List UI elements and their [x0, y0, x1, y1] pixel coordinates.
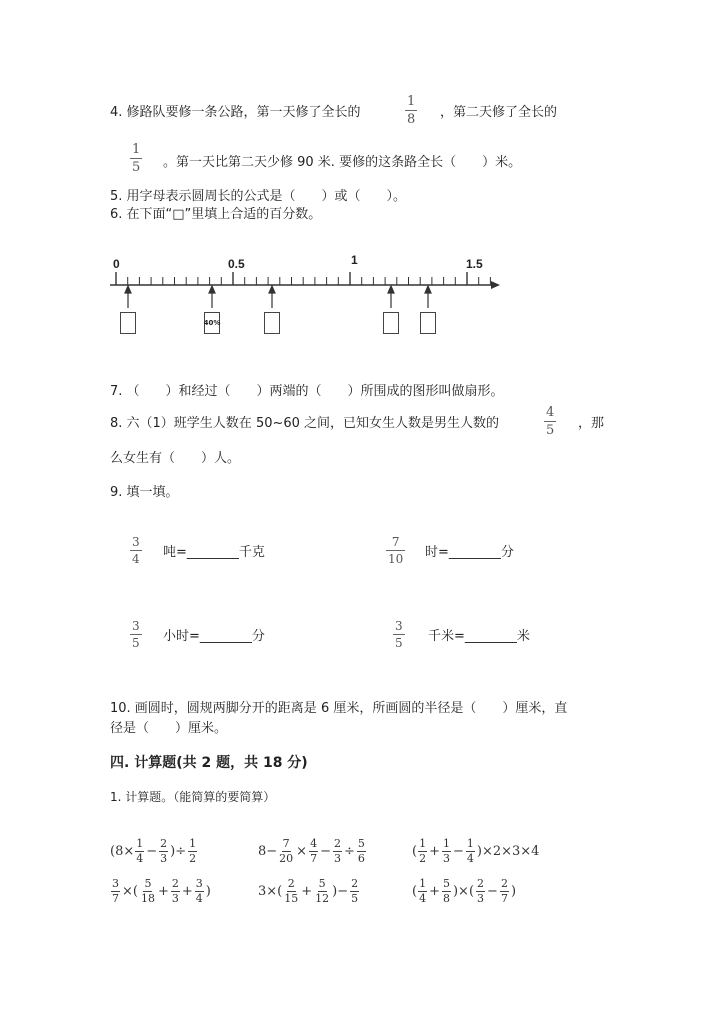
e5-f2-num: 5	[318, 877, 326, 890]
q9-item3-den: 5	[132, 636, 140, 650]
q9-item1-result: 千克	[238, 545, 265, 560]
section-heading: 四. 计算题(共 2 题，共 18 分)	[110, 755, 308, 771]
q8-frac-num: 4	[546, 405, 555, 420]
q9-item3-blank[interactable]: ________	[199, 629, 252, 644]
e3-p1: (	[412, 843, 418, 859]
e4-f3-num: 3	[195, 877, 203, 890]
q10-line1: 10. 画圆时，圆规两脚分开的距离是 6 厘米，所画圆的半径是（ ）厘米，直	[110, 701, 568, 716]
e6-f3-den: 3	[477, 891, 485, 905]
e4-f0-den: 7	[112, 891, 119, 905]
q9-item4	[428, 625, 530, 644]
q7-text: 7. （ ）和经过（ ）两端的（ ）所围成的图形叫做扇形。	[110, 384, 504, 399]
q9-item4-result: 米	[516, 629, 530, 644]
calc-expr-3	[412, 838, 540, 864]
e2-f4-num: 5	[357, 837, 365, 850]
e5-f1-num: 2	[287, 877, 295, 890]
e4-f2-num: 2	[171, 877, 179, 890]
e5-p3: )−	[332, 883, 349, 899]
e4-p1: ×(	[122, 883, 138, 899]
e4-p2: +	[157, 883, 169, 899]
e2-f3-num: 2	[333, 837, 341, 850]
arrow-2-head	[209, 286, 215, 293]
e4-f0-num: 3	[112, 877, 119, 890]
e2-f1-num: 7	[282, 837, 290, 850]
e1-f1-num: 1	[136, 837, 144, 850]
e2-f1	[278, 838, 294, 864]
q4-frac2-num: 1	[132, 142, 141, 157]
calc-expr-6	[412, 878, 517, 904]
e3-f2-den: 3	[442, 851, 450, 865]
q9-item2-fraction	[386, 536, 405, 565]
e6-f4	[500, 878, 509, 904]
e4-f2-den: 3	[171, 891, 179, 905]
e1-f3-num: 1	[189, 837, 197, 850]
e2-f3	[333, 838, 342, 864]
e4-f3-den: 4	[195, 891, 203, 905]
e3-f1-den: 2	[419, 851, 427, 865]
e1-p3: )÷	[170, 843, 187, 859]
q9-item4-den: 5	[395, 636, 403, 650]
q4-frac2-den: 5	[132, 160, 141, 175]
q9-item4-blank[interactable]: ________	[464, 629, 517, 644]
q8-line1b: ，那	[578, 416, 605, 431]
e6-p4: −	[487, 883, 498, 899]
q9-item4-fraction	[393, 620, 405, 649]
e6-f4-num: 2	[500, 877, 508, 890]
e3-f1	[418, 838, 427, 864]
arrow-1-head	[125, 286, 131, 293]
e3-f3-den: 4	[466, 851, 474, 865]
e5-p2: +	[301, 883, 313, 899]
e4-f1-num: 5	[144, 877, 152, 890]
e1-f2-num: 2	[160, 837, 168, 850]
q9-item3	[163, 625, 265, 644]
q4-line1b: ，第二天修了全长的	[440, 105, 558, 120]
arrow-5-head	[425, 286, 431, 293]
e2-f4	[357, 838, 366, 864]
e3-p2: +	[429, 843, 440, 859]
e4-f1	[140, 878, 156, 904]
q5-text: 5. 用字母表示圆周长的公式是（ ）或（ ）。	[110, 189, 407, 204]
q4-frac1-den: 8	[407, 112, 416, 127]
e3-p3: −	[452, 843, 464, 859]
answer-box-5[interactable]	[420, 312, 436, 334]
e6-f3	[476, 878, 485, 904]
e4-p4: )	[205, 883, 211, 899]
e6-f1-num: 1	[419, 877, 427, 890]
e4-f2	[171, 878, 180, 904]
q9-item3-unit: 小时=	[163, 629, 200, 644]
answer-box-3[interactable]	[264, 312, 280, 334]
e5-f3	[350, 878, 359, 904]
e5-f2-den: 12	[315, 891, 330, 905]
e2-p3: −	[320, 843, 331, 859]
q9-item1-fraction	[130, 536, 142, 565]
q4-frac1-num: 1	[407, 94, 416, 109]
e5-f2	[314, 878, 330, 904]
q4-fraction-2	[130, 143, 142, 174]
e1-f2-den: 3	[160, 851, 168, 865]
q9-item3-num: 3	[132, 619, 140, 633]
calc-expr-5	[258, 878, 360, 904]
e1-p1: (8×	[110, 843, 135, 859]
e3-f1-num: 1	[419, 837, 427, 850]
q4-fraction-1	[405, 95, 417, 126]
answer-box-2-given: 40%	[204, 312, 220, 334]
e5-f3-num: 2	[351, 877, 359, 890]
e4-p3: +	[181, 883, 193, 899]
tick-label-1: 1	[351, 253, 358, 267]
q4-line2: 。第一天比第二天少修 90 米. 要修的这条路全长（ ）米。	[163, 155, 522, 170]
calc-expr-2	[258, 838, 367, 864]
q9-item1-blank[interactable]: ________	[186, 545, 239, 560]
tick-label-0: 0	[113, 257, 120, 271]
e4-f1-den: 18	[140, 891, 155, 905]
q9-item4-num: 3	[395, 619, 403, 633]
q9-item4-unit: 千米=	[428, 629, 465, 644]
e3-f3-num: 1	[466, 837, 474, 850]
q9-item1-num: 3	[132, 535, 140, 549]
e4-f3	[195, 878, 204, 904]
arrow-3-head	[269, 286, 275, 293]
q10-line2: 径是（ ）厘米。	[110, 721, 228, 736]
e2-f2-den: 7	[310, 851, 318, 865]
q9-item2-unit: 时=	[425, 545, 449, 560]
answer-box-1[interactable]	[120, 312, 136, 334]
tick-label-1-5: 1.5	[466, 257, 483, 271]
e1-p2: −	[146, 843, 158, 859]
q9-item2-num: 7	[391, 535, 400, 549]
q9-item3-result: 分	[251, 629, 265, 644]
section-subheading: 1. 计算题。（能简算的要简算）	[110, 790, 276, 804]
e2-p1: 8−	[258, 843, 278, 859]
e5-f1-den: 15	[284, 891, 299, 905]
e6-p2: +	[429, 883, 440, 899]
e6-f4-den: 7	[500, 891, 508, 905]
e1-f1	[135, 838, 144, 864]
q9-item2	[425, 541, 514, 560]
e1-f3-den: 2	[189, 851, 197, 865]
e6-f1-den: 4	[419, 891, 427, 905]
e6-p5: )	[510, 883, 517, 899]
q9-item2-blank[interactable]: ________	[448, 545, 501, 560]
e6-f2-den: 8	[442, 891, 450, 905]
e2-p4: ÷	[343, 843, 355, 859]
e3-f3	[466, 838, 475, 864]
e2-f4-den: 6	[357, 851, 365, 865]
e4-f0	[111, 878, 120, 904]
q9-item1-unit: 吨=	[163, 545, 187, 560]
q9-item3-fraction	[130, 620, 142, 649]
e5-f3-den: 5	[351, 891, 359, 905]
e1-f2	[159, 838, 168, 864]
q8-fraction	[544, 406, 556, 437]
tick-label-0-5: 0.5	[228, 257, 245, 271]
e6-f2-num: 5	[442, 877, 450, 890]
answer-box-4[interactable]	[383, 312, 399, 334]
q6-text: 6. 在下面“□”里填上合适的百分数。	[110, 207, 322, 222]
e5-p1: 3×(	[258, 883, 283, 899]
e2-f3-den: 3	[333, 851, 341, 865]
number-line	[100, 250, 510, 340]
q9-item1-den: 4	[132, 552, 140, 566]
e6-p1: (	[412, 883, 418, 899]
calc-expr-4	[110, 878, 212, 904]
q8-frac-den: 5	[546, 423, 555, 438]
e6-f2	[442, 878, 451, 904]
e6-f3-num: 2	[477, 877, 485, 890]
arrow-4-head	[388, 286, 394, 293]
q8-line2: 么女生有（ ）人。	[110, 451, 241, 466]
e3-f2-num: 1	[442, 837, 450, 850]
q9-title: 9. 填一填。	[110, 485, 179, 500]
q8-line1a: 8. 六（1）班学生人数在 50~60 之间，已知女生人数是男生人数的	[110, 416, 500, 431]
number-line-ticks	[116, 272, 490, 285]
e2-f2-num: 4	[310, 837, 318, 850]
e1-f1-den: 4	[136, 851, 144, 865]
e3-f2	[442, 838, 451, 864]
q4-line1a: 4. 修路队要修一条公路，第一天修了全长的	[110, 105, 361, 120]
e3-p4: )×2×3×4	[476, 843, 540, 859]
q9-item1	[163, 541, 265, 560]
number-line-arrowhead	[491, 281, 500, 289]
e2-p2: ×	[296, 843, 308, 859]
q9-item2-result: 分	[500, 545, 514, 560]
e2-f1-den: 20	[279, 851, 294, 865]
number-line-arrows	[125, 286, 431, 308]
e1-f3	[188, 838, 197, 864]
e6-f1	[418, 878, 427, 904]
e6-p3: )×(	[452, 883, 475, 899]
e2-f2	[309, 838, 318, 864]
q9-item2-den: 10	[388, 552, 404, 566]
e5-f1	[283, 878, 299, 904]
calc-expr-1	[110, 838, 198, 864]
